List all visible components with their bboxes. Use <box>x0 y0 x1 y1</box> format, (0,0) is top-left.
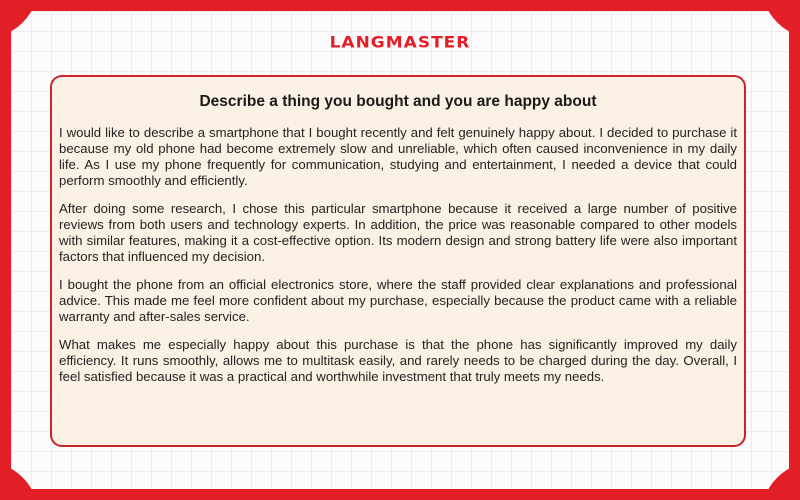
page-frame <box>11 11 789 489</box>
brand-logo: LANGMASTER <box>329 33 471 53</box>
paragraph: I would like to describe a smartphone that I bought recently and felt genuinely happy about. I decided to purchase it because my old phone had become extremely slow and unreliable, which often caused inconvenience in my daily life. As I use my phone frequently for communication, studying and entertainment, I needed a device that could perform smoothly and efficiently. <box>59 125 737 188</box>
paragraph: I bought the phone from an official electronics store, where the staff provided clear explanations and professional advice. This made me feel more confident about my purchase, especially because the product came with a reliable warranty and after-sales service. <box>59 277 737 324</box>
card-title: Describe a thing you bought and you are happy about <box>199 93 597 110</box>
paragraph: After doing some research, I chose this particular smartphone because it received a large number of positive reviews from both users and technology experts. In addition, the price was reasonable compared to other models with similar features, making it a cost-effective option. Its modern design and strong battery life were also important factors that influenced my decision. <box>59 201 737 264</box>
corner-decoration <box>11 461 39 489</box>
paragraph: What makes me especially happy about this purchase is that the phone has significantly improved my daily efficiency. It runs smoothly, allows me to multitask easily, and rarely needs to be charged during the day. Overall, I feel satisfied because it was a practical and worthwhile investment that truly meets my needs. <box>59 337 737 384</box>
content-card <box>50 75 746 447</box>
corner-decoration <box>761 461 789 489</box>
